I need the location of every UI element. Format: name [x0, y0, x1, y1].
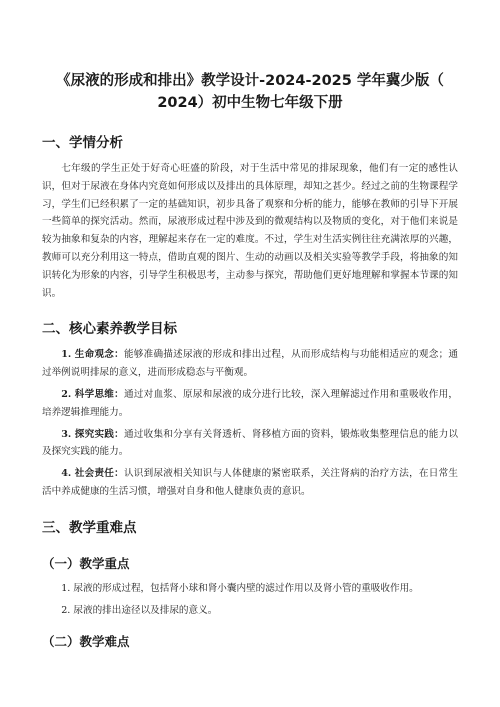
section-heading-analysis: 一、学情分析	[42, 135, 123, 151]
subsection-heading-focus: （一）教学重点	[42, 555, 130, 571]
objective-item	[42, 426, 458, 462]
subsection-heading-difficulty: （二）教学难点	[42, 634, 130, 650]
objective-text: 通过对血浆、原尿和尿液的成分进行比较，深入理解滤过作用和重吸收作用，培养逻辑推理能力。	[42, 388, 459, 418]
objective-item	[42, 386, 458, 422]
title-line-1: 《尿液的形成和排出》教学设计-2024-2025 学年冀少版（	[56, 73, 444, 89]
title-line-2: 2024）初中生物七年级下册	[157, 95, 343, 111]
objective-item	[42, 465, 458, 501]
objective-lead: 3. 探究实践：	[61, 428, 124, 440]
objective-text: 能够准确描述尿液的形成和排出过程，从而形成结构与功能相适应的观念；通过举例说明排尿的意义，进而形成稳态与平衡观。	[42, 349, 459, 379]
objective-lead: 2. 科学思维：	[61, 388, 124, 400]
objective-lead: 4. 社会责任：	[61, 468, 124, 480]
objective-text: 通过收集和分享有关肾透析、肾移植方面的资料，锻炼收集整理信息的能力以及探究实践的能力。	[42, 428, 459, 458]
objective-lead: 1. 生命观念：	[61, 349, 124, 361]
section-heading-objectives: 二、核心素养教学目标	[42, 321, 177, 338]
section-heading-key-points: 三、教学重难点	[42, 519, 137, 536]
analysis-paragraph: 七年级的学生正处于好奇心旺盛的阶段，对于生活中常见的排尿现象，他们有一定的感性认识，但对于尿液在身体内究竟如何形成以及排出的具体原理，却知之甚少。经过之前的生物课程学习，学生们已经积累了一定的基础知识，初步具备了观察和分析的能力，能够在教师的引导下开展一些简单的探究活动。然而，尿液形成过程中涉及到的微观结构以及物质的变化，对于他们来说是较为抽象和复杂的内容，理解起来存在一定的难度。不过，学生对生活实例往往充满浓厚的兴趣，教师可以充分利用这一特点，借助直观的图片、生动的动画以及相关实验等教学手段，将抽象的知识转化为形象的内容，引导学生积极思考，主动参与探究，帮助他们更好地理解和掌握本节课的知识。	[42, 163, 458, 299]
objective-item	[42, 346, 458, 382]
objective-text: 认识到尿液相关知识与人体健康的紧密联系，关注肾病的治疗方法，在日常生活中养成健康的生活习惯，增强对自身和他人健康负责的意识。	[42, 468, 459, 497]
focus-item: 2. 尿液的排出途径以及排尿的意义。	[61, 604, 218, 616]
document-title	[42, 70, 458, 114]
focus-item: 1. 尿液的形成过程，包括肾小球和肾小囊内壁的滤过作用以及肾小管的重吸收作用。	[61, 582, 419, 594]
